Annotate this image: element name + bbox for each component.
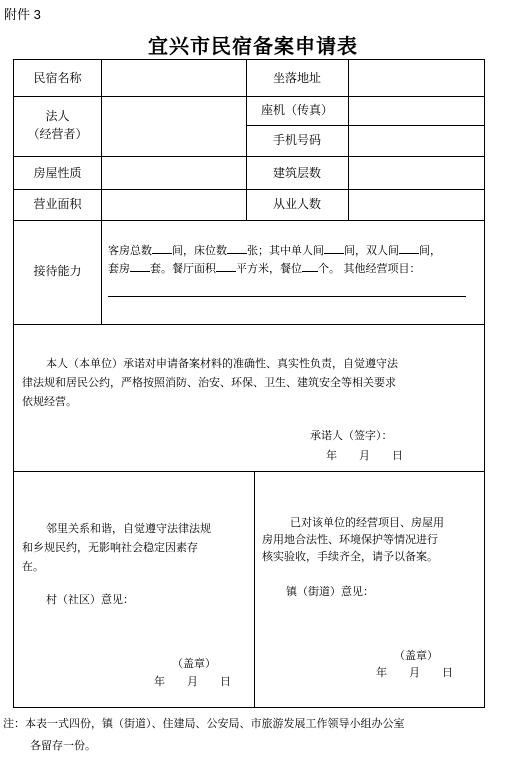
seats-blank[interactable]: [302, 260, 318, 272]
rooms-total-text: 客房总数: [108, 244, 152, 257]
floors-field[interactable]: [349, 157, 484, 189]
staff-count-field[interactable]: [349, 190, 484, 220]
mobile-label: 手机号码: [272, 133, 321, 147]
capacity-line-1: [108, 242, 441, 259]
homestay-name-label: 民宿名称: [33, 71, 82, 85]
double-rooms-blank[interactable]: [399, 242, 419, 254]
beds-blank[interactable]: [227, 242, 247, 254]
commitment-line-1: 本人（本单位）承诺对申请备案材料的准确性、真实性负责，自觉遵守法: [46, 357, 398, 370]
single-unit-text: 间，双人间: [344, 244, 399, 257]
town-line-3: 核实验收，手续齐全，请予以备案。: [262, 550, 438, 563]
address-label: 坐落地址: [272, 71, 321, 85]
beds-unit-text: 张；其中单人间: [247, 244, 324, 257]
capacity-line-2: [108, 260, 421, 277]
other-business-blank[interactable]: [108, 296, 466, 297]
dining-area-blank[interactable]: [216, 260, 236, 272]
landline-field[interactable]: [349, 97, 484, 125]
row-divider: [14, 220, 484, 221]
village-line-2: 和乡规民约，无影响社会稳定因素存: [22, 541, 198, 554]
house-nature-label: 房屋性质: [33, 166, 82, 180]
business-area-label: 营业面积: [33, 197, 82, 211]
town-opinion-label: 镇（街道）意见：: [286, 585, 374, 598]
floors-label: 建筑层数: [272, 166, 321, 180]
commitment-line-2: 律法规和居民公约，严格按照消防、治安、环保、卫生、建筑安全等相关要求: [22, 376, 396, 389]
other-business-text: 其他经营项目：: [343, 262, 421, 275]
area-unit-text: 平方米，餐位: [236, 262, 302, 275]
homestay-name-field[interactable]: [102, 61, 246, 96]
town-opinion-field[interactable]: [255, 602, 484, 644]
house-nature-field[interactable]: [102, 157, 246, 189]
town-line-1: 已对该单位的经营项目、房屋用: [290, 516, 444, 529]
commitment-line-3: 依规经营。: [22, 395, 77, 408]
column-divider: [254, 471, 255, 708]
application-form-table: [13, 59, 485, 708]
town-seal: （盖章）: [394, 649, 438, 662]
suites-blank[interactable]: [130, 260, 150, 272]
mobile-field[interactable]: [349, 126, 484, 156]
form-title: 宜兴市民宿备案申请表: [148, 34, 358, 58]
address-field[interactable]: [349, 61, 484, 96]
town-line-2: 房用地合法性、环境保护等情况进行: [262, 533, 438, 546]
landline-label: 座机（传真）: [260, 103, 333, 117]
commitment-date: 年 月 日: [326, 449, 403, 462]
village-date: 年 月 日: [154, 675, 231, 688]
capacity-label: 接待能力: [33, 264, 82, 278]
village-line-1: 邻里关系和谐，自觉遵守法律法规: [46, 522, 211, 535]
village-opinion-field[interactable]: [15, 610, 253, 650]
legal-person-label: 法人: [45, 109, 70, 123]
footnote-line-2: 各留存一份。: [30, 739, 96, 752]
business-area-field[interactable]: [102, 190, 246, 220]
double-unit-text: 间，: [419, 244, 441, 257]
staff-count-label: 从业人数: [272, 197, 321, 211]
row-divider: [14, 471, 484, 472]
town-date: 年 月 日: [376, 666, 453, 679]
signer-label: 承诺人（签字）：: [310, 429, 393, 442]
suite-text: 套房: [108, 262, 130, 275]
village-opinion-label: 村（社区）意见：: [46, 593, 134, 606]
legal-person-sublabel: （经营者）: [27, 127, 88, 141]
rooms-unit-text: 间，床位数: [172, 244, 227, 257]
suite-unit-text: 套。餐厅面积: [150, 262, 216, 275]
rooms-total-blank[interactable]: [152, 242, 172, 254]
single-rooms-blank[interactable]: [324, 242, 344, 254]
seats-unit-text: 个。: [318, 262, 340, 275]
village-line-3: 在。: [22, 560, 44, 573]
attachment-label: 附件 3: [4, 7, 41, 22]
row-divider: [14, 324, 484, 325]
village-seal: （盖章）: [172, 657, 216, 670]
legal-person-field[interactable]: [102, 97, 246, 156]
footnote-line-1: 注：本表一式四份，镇（街道）、住建局、公安局、市旅游发展工作领导小组办公室: [3, 717, 405, 730]
